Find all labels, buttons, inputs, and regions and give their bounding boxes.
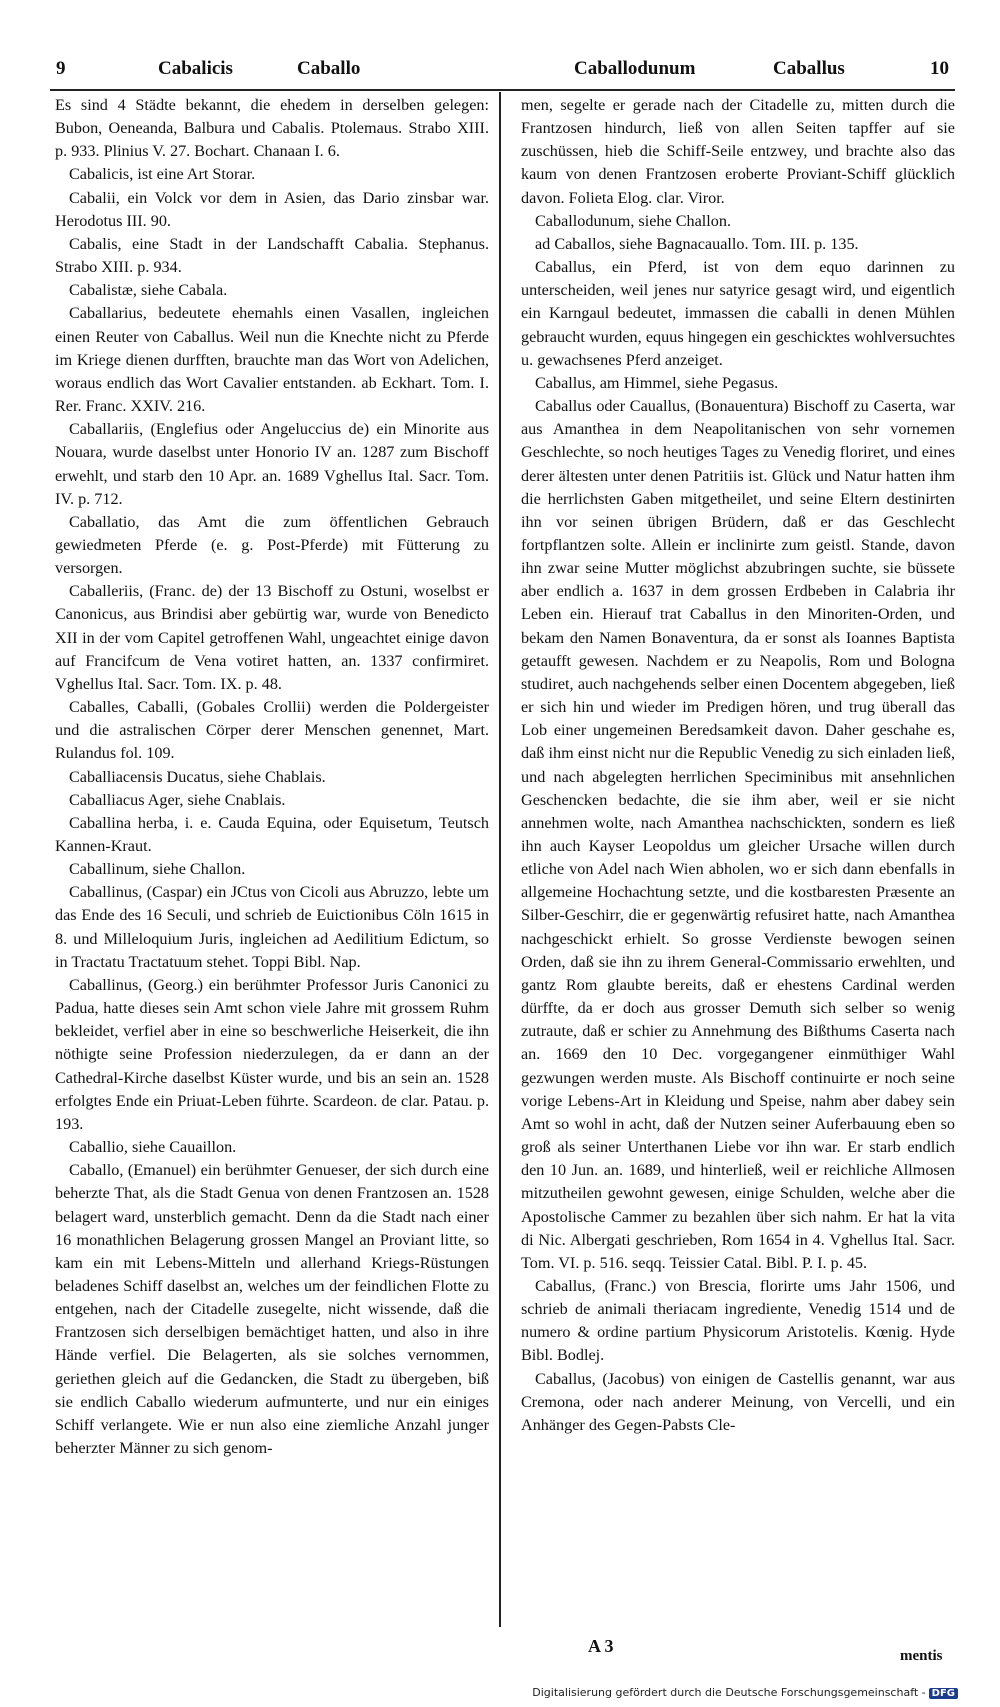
entry-paragraph: men, segelte er gerade nach der Citadelle zu, mitten durch die Frantzosen hindurch, ließ von allen Seiten tapffer auf sie zuschüssen, hieb die Schiff-Seile entzwey, und brachte also das kaum von denen Frantzosen eroberte Proviant-Schiff glücklich davon. Folieta Elog. clar. Viror.: [521, 96, 955, 207]
running-header: [0, 58, 1000, 88]
entry-paragraph: Caballo, (Emanuel) ein berühmter Genueser, der sich durch eine beherzte That, als die Stadt Genua von denen Frantzosen an. 1528 belagert ward, unsterblich gemacht. Denn da die Stadt nach einer 16 monathlichen Belagerung grossen Mangel an Proviant litte, so kam ein mit Lebens-Mitteln und allerhand Kriegs-Rüstungen beladenes Schiff daselbst an, welches um der feindlichen Flotte zu entgehen, nach der Citadelle zusegelte, nicht wissende, daß die Frantzosen sich derselbigen bemächtiget hatten, und also in ihre Hände verfiel. Die Belagerten, als sie solches vernommen, geriethen gleich auf die Gedancken, die Stadt zu übergeben, biß sie endlich Caballo wiederum aufmunterte, und nur ein einiges Schiff verlangete. Wie er nun also eine ziemliche Anzahl junger beherzter Männer zu sich genom-: [55, 1161, 489, 1458]
catchword: mentis: [900, 1648, 943, 1664]
entry-paragraph: Cabalistæ, siehe Cabala.: [69, 281, 228, 300]
digitization-credit: [532, 1686, 958, 1699]
page-number-left: 9: [56, 58, 66, 79]
entry-paragraph: Cabalicis, ist eine Art Storar.: [69, 165, 256, 184]
page-number-right: 10: [930, 58, 949, 79]
entry-paragraph: Caballeriis, (Franc. de) der 13 Bischoff zu Ostuni, woselbst er Canonicus, aus Brindisi aber gebürtig war, wurde von Benedicto XII in der vom Capitel getroffenen Wahl, ungeachtet einige davon auf Francifcum de Vena votiret hatten, an. 1337 confirmiret. Vghellus Ital. Sacr. Tom. IX. p. 48.: [55, 582, 489, 693]
entry-paragraph: Caballinum, siehe Challon.: [69, 860, 246, 879]
entry-paragraph: Caballodunum, siehe Challon.: [535, 211, 732, 230]
entry-paragraph: Caballes, Caballi, (Gobales Crollii) werden die Poldergeister und die astralischen Cörper derer Menschen genennet, Mart. Rulandus fol. 109.: [55, 698, 489, 763]
guide-word-right-2: Caballus: [773, 58, 845, 79]
signature-mark: A 3: [588, 1636, 614, 1656]
entry-paragraph: Caballinus, (Georg.) ein berühmter Professor Juris Canonici zu Padua, hatte dieses sein Amt schon viele Jahre mit grossem Ruhm bekleidet, verfiel aber in eine so beschwerliche Heiserkeit, die ihn nöthigte seine Profession niederzulegen, da er dann an der Cathedral-Kirche daselbst Küster wurde, und bis an sein an. 1528 erfolgtes Ende ein Priuat-Leben führte. Scardeon. de clar. Patau. p. 193.: [55, 975, 489, 1133]
entry-paragraph: Caballus, am Himmel, siehe Pegasus.: [535, 373, 779, 392]
guide-word-left-1: Cabalicis: [158, 58, 233, 79]
entry-paragraph: Caballiacus Ager, siehe Cnablais.: [69, 790, 286, 809]
entry-paragraph: Caballio, siehe Cauaillon.: [69, 1138, 237, 1157]
entry-paragraph: Caballinus, (Caspar) ein JCtus von Cicoli aus Abruzzo, lebte um das Ende des 16 Seculi, und schrieb de Euictionibus Cöln 1615 in 8. und Milleloquium Juris, ingleichen ad Aedilitium Edictum, so in Tractatu Tractatuum stehet. Toppi Bibl. Nap.: [55, 883, 489, 971]
entry-paragraph: Caballus, (Jacobus) von einigen de Castellis genannt, war aus Cremona, oder nach anderer Meinung, von Vercelli, und ein Anhänger des Gegen-Pabsts Cle-: [521, 1369, 955, 1434]
entry-paragraph: Caballariis, (Englefius oder Angeluccius de) ein Minorite aus Nouara, wurde daselbst unter Honorio IV an. 1287 zum Bischoff erwehlt, und starb den 10 Apr. an. 1689 Vghellus Ital. Sacr. Tom. IV. p. 712.: [55, 420, 489, 508]
entry-paragraph: Caballarius, bedeutete ehemahls einen Vasallen, ingleichen einen Reuter von Caballus. Weil nun die Knechte nicht zu Pferde im Kriege dienen durfften, brauchte man das Wort von Adelichen, woraus endlich das Wort Cavalier entstanden. ab Eckhart. Tom. I. Rer. Franc. XXIV. 216.: [55, 304, 489, 416]
entry-paragraph: Caballina herba, i. e. Cauda Equina, oder Equisetum, Teutsch Kannen-Kraut.: [55, 813, 489, 855]
entry-paragraph: Caballus, ein Pferd, ist von dem equo darinnen zu unterscheiden, weil jenes nur satyrice gesagt wird, und eigentlich ein Karngaul bedeutet, immassen die caballi in denen Mühlen gebraucht wurden, equus hingegen ein geschicktes wohlversuchtes u. gewachsenes Pferd anzeiget.: [521, 258, 955, 369]
column-divider: [499, 92, 501, 1627]
left-column: [55, 94, 489, 1460]
entry-paragraph: Es sind 4 Städte bekannt, die ehedem in derselben gelegen: Bubon, Oeneanda, Balbura und Cabalis. Ptolemaus. Strabo XIII. p. 933. Plinius V. 27. Bochart. Chanaan I. 6.: [55, 96, 489, 161]
guide-word-right-1: Caballodunum: [574, 58, 696, 79]
header-rule: [50, 89, 955, 91]
dfg-logo: DFG: [929, 1688, 958, 1699]
entry-paragraph: Caballiacensis Ducatus, siehe Chablais.: [69, 767, 326, 786]
guide-word-left-2: Caballo: [297, 58, 361, 79]
right-column: [521, 94, 955, 1437]
entry-paragraph: Cabalis, eine Stadt in der Landschafft Cabalia. Stephanus. Strabo XIII. p. 934.: [55, 234, 489, 277]
entry-paragraph: ad Caballos, siehe Bagnacauallo. Tom. III. p. 135.: [535, 234, 859, 253]
entry-paragraph: Caballus oder Cauallus, (Bonauentura) Bischoff zu Caserta, war aus Amanthea in dem Neapolitanischen von sehr vornemen Geschlechte, so noch heutiges Tages zu Venedig floriret, und eines derer ältesten unter denen Patritiis ist. Glück und Natur hatten ihm die herrlichsten Gaben mitgetheilet, und seine Eltern destinirten ihn vor seinen übrigen Brüdern, daß er das Geschlecht fortpflantzen solte. Allein er inclinirte zum geistl. Stande, davon ihn zwar seine Mutter möglichst abzubringen suchte, sie büssete aber endlich a. 1637 in dem grossen Erdbeben in Calabria ihr Leben ein. Hierauf trat Caballus in den Minoriten-Orden, und bekam den Namen Bonaventura, da er sonst als Ioannes Baptista getaufft gewesen. Nachdem er zu Neapolis, Rom und Bologna studiret, auch nachgehends selber einen Docentem abgegeben, ließ er sich hin und wieder im Predigen hören, und trug überall das Lob einer ungemeinen Beredsamkeit davon. Daher geschahe es, daß ihm einst nicht nur die Republic Venedig zu sich einladen ließ, und nach abgelegten herrlichen Speciminibus mit ansehnlichen Geschencken bedachte, die sie ihm aber, weil er sie nicht annehmen wolte, nach Amanthea nachschickten, sondern es ließ ihn auch Kayser Leopoldus um gleicher Ursache willen durch etliche von Adel nach Wien abholen, wo er sich dann ebenfalls in allgemeine Hochachtung setzte, und die kostbaresten Præsente an Silber-Geschirr, die er gegenwärtig refusiret hatte, nach Amanthea nachgeschickt erhielt. So grosse Verdienste bewogen seinen Orden, daß sie ihn zu ihrem General-Commissario erwehlten, und gantz Rom glaubte bereits, daß er ehestens Cardinal werden dürffte, da er doch aus grosser Demuth sich selber so wenig zutraute, daß er schier zu Annehmung des Bißthums Caserta nach an. 1669 den 10 Dec. vorgegangener einmüthiger Wahl gezwungen werden muste. Als Bischoff continuirte er noch seine vorige Lebens-Art in Kleidung und Speise, nahm aber dabey sein Amt so wohl in acht, daß der Nutzen seiner Auferbauung eben so groß als seiner Unterthanen Liebe vor ihn war. Er starb endlich den 10 Jun. an. 1689, und hinterließ, weil er reichliche Allmosen mitzutheilen gewohnt gewesen, einige Schulden, welche aber die Apostolische Cammer zu bezahlen über sich nahm. Er hat la vita di Nic. Albergati geschrieben, Rom 1654 in 4. Vghellus Ital. Sacr. Tom. VI. p. 516. seqq. Teissier Catal. Bibl. P. I. p. 45.: [521, 397, 955, 1272]
entry-paragraph: Caballatio, das Amt die zum öffentlichen Gebrauch gewiedmeten Pferde (e. g. Post-Pferde) mit Fütterung zu versorgen.: [55, 512, 489, 578]
entry-paragraph: Caballus, (Franc.) von Brescia, florirte ums Jahr 1506, und schrieb de animali theriacam ingrediente, Venedig 1514 und de numero & ordine partium Physicorum Aristotelis. Kœnig. Hyde Bibl. Bodlej.: [521, 1276, 955, 1365]
entry-paragraph: Cabalii, ein Volck vor dem in Asien, das Dario zinsbar war. Herodotus III. 90.: [55, 188, 489, 230]
credit-text: Digitalisierung gefördert durch die Deutsche Forschungsgemeinschaft -: [532, 1686, 926, 1699]
